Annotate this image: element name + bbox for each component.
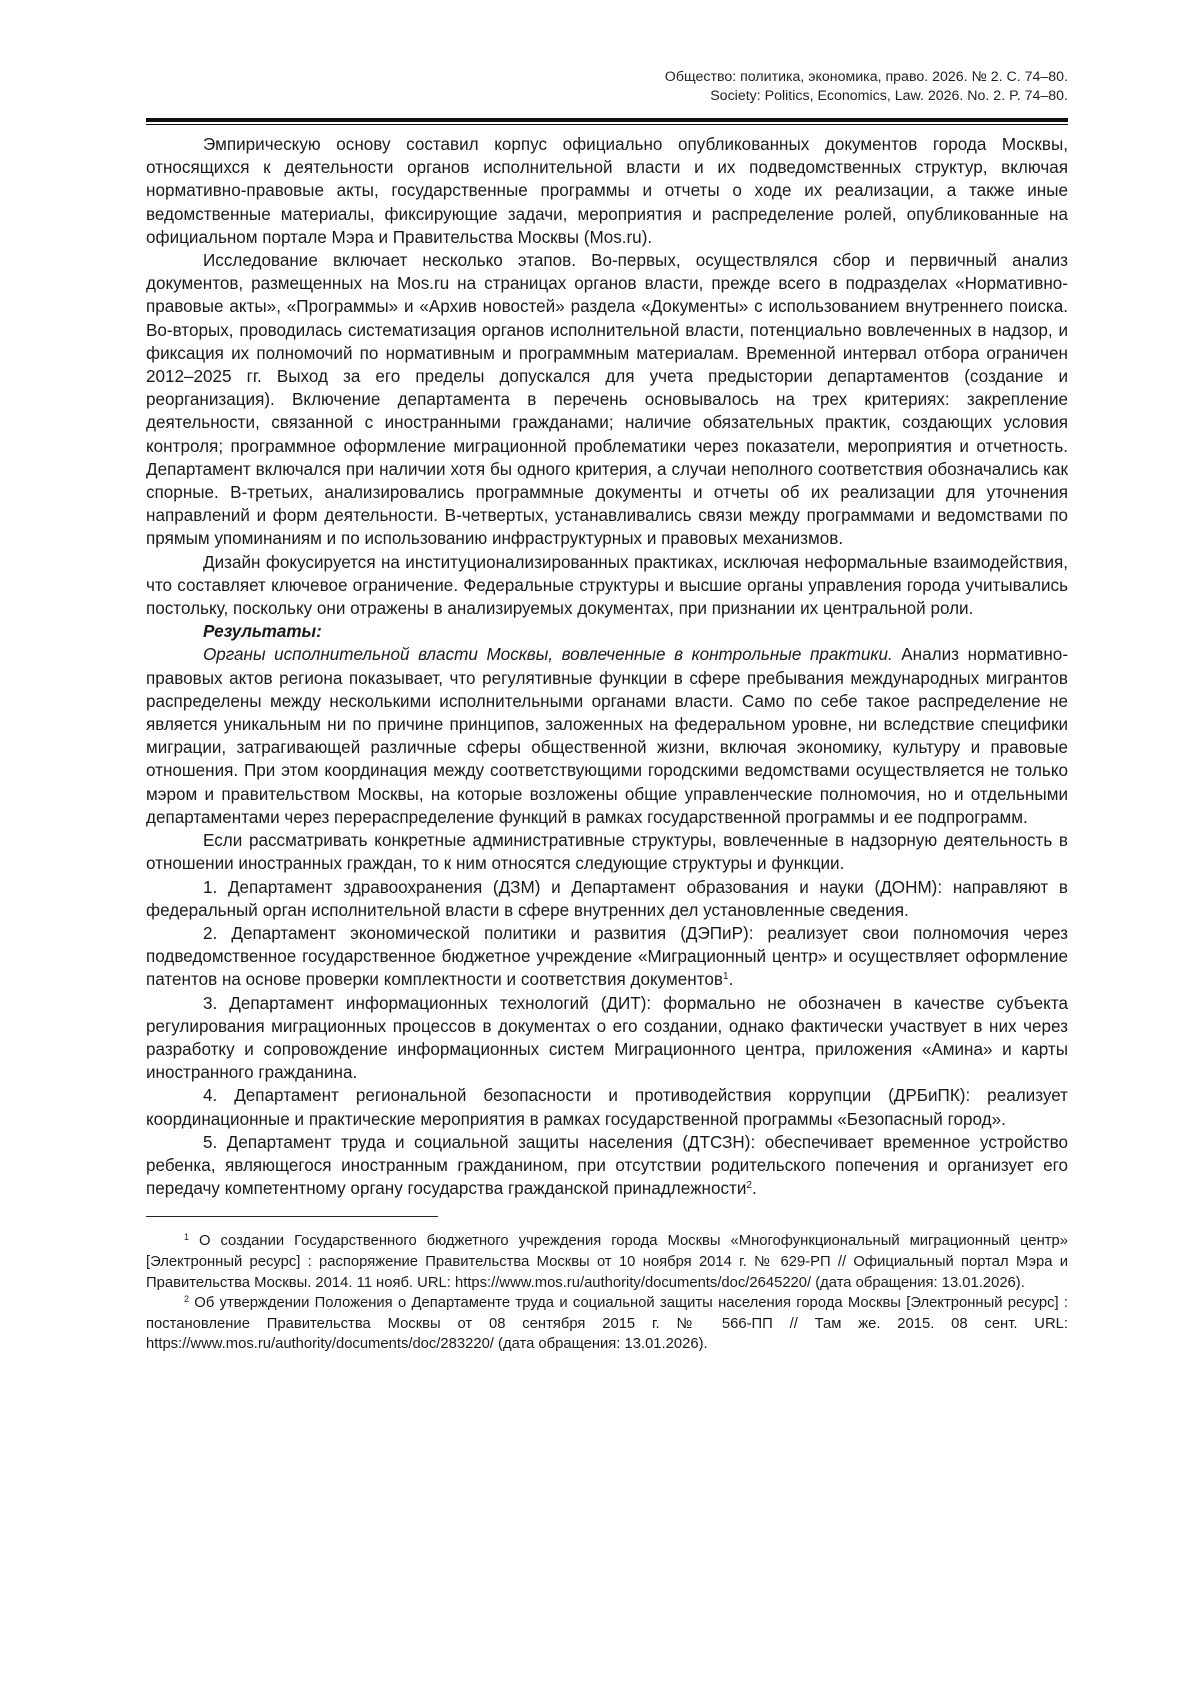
footnotes [146,1231,1068,1355]
footnote-ref-2[interactable]: 2 [746,1180,752,1192]
list-item-economic-policy-end: . [728,970,734,990]
header-double-rule [146,118,1068,125]
paragraph-structures-intro: Если рассматривать конкретные административные структуры, вовлеченные в надзорную деятельность в отношении иностранных граждан, то к ним относятся следующие структуры и функции. [146,831,1068,874]
subsection-title-executive-bodies: Органы исполнительной власти Москвы, вовлеченные в контрольные практики. [203,645,893,665]
footnote-2 [146,1293,1068,1355]
paragraph-design-limits: Дизайн фокусируется на институционализированных практиках, исключая неформальные взаимодействия, что составляет ключевое ограничение. Федеральные структуры и высшие органы управления города учитывались постольку, поскольку они отражены в анализируемых документах, при признании их центральной роли. [146,552,1068,619]
section-heading-results: Результаты: [203,622,322,642]
list-item-health-education: 1. Департамент здравоохранения (ДЗМ) и Департамент образования и науки (ДОНМ): направляют в федеральный орган исполнительной власти в сфере внутренних дел установленные сведения. [146,877,1068,920]
footnote-1-number: 1 [184,1232,190,1243]
article-body [146,133,1068,1200]
footnote-1-text: О создании Государственного бюджетного учреждения города Москвы «Многофункциональный миграционный центр» [Электронный ресурс] : распоряжение Правительства Москвы от 10 ноября 2014 г. № 629-РП // Официальный портал Мэра и Правительства Москвы. 2014. 11 нояб. URL: https://www.mos.ru/authority/documents/doc/2645220/ (дата обращения: 13.01.2026). [146,1233,1068,1291]
list-item-economic-policy [146,922,1068,992]
list-item-labor-social-text: 5. Департамент труда и социальной защиты населения (ДТСЗН): обеспечивает временное устройство ребенка, являющегося иностранным гражданином, при отсутствии родительского попечения и организует его передачу компетентному органу государства гражданской принадлежности [146,1132,1068,1199]
footnote-2-number: 2 [184,1294,190,1305]
list-item-information-technology: 3. Департамент информационных технологий (ДИТ): формально не обозначен в качестве субъекта регулирования миграционных процессов в документах о его создании, однако фактически участвует в них через разработку и сопровождение информационных систем Миграционного центра, приложения «Амина» и карты иностранного гражданина. [146,993,1068,1083]
footnote-separator [146,1216,438,1217]
list-item-labor-social [146,1131,1068,1201]
footnote-ref-1[interactable]: 1 [722,971,729,983]
journal-page [146,68,1068,1355]
list-item-economic-policy-text: 2. Департамент экономической политики и развития (ДЭПиР): реализует свои полномочия через подведомственное государственное бюджетное учреждение «Миграционный центр» и осуществляет оформление патентов на основе проверки комплектности и соответствия документов [146,923,1068,990]
header-citation-en: Society: Politics, Economics, Law. 2026. No. 2. P. 74–80. [710,88,1068,104]
header-citation-ru: Общество: политика, экономика, право. 2026. № 2. С. 74–80. [664,69,1068,85]
paragraph-research-stages: Исследование включает несколько этапов. Во-первых, осуществлялся сбор и первичный анализ документов, размещенных на Mos.ru на страницах органов власти, прежде всего в подразделах «Нормативно-правовые акты», «Программы» и «Архив новостей» раздела «Документы» с использованием внутреннего поиска. Во-вторых, проводилась систематизация органов исполнительной власти, потенциально вовлеченных в надзор, и фиксация их полномочий по нормативным и программным материалам. Временной интервал отбора ограничен 2012–2025 гг. Выход за его пределы допускался для учета предыстории департаментов (создание и реорганизация). Включение департамента в перечень основывалось на трех критериях: закрепление деятельности, связанной с иностранными гражданами; наличие обязательных практик, создающих условия контроля; программное оформление миграционной проблематики через показатели, мероприятия и отчетность. Департамент включался при наличии хотя бы одного критерия, а случаи неполного соответствия обозначались как спорные. В-третьих, анализировались программные документы и отчеты об их реализации для уточнения направлений и форм деятельности. В-четвертых, устанавливались связи между программами и ведомствами по прямым упоминаниям и по использованию инфраструктурных и правовых механизмов. [146,251,1068,549]
footnote-1 [146,1231,1068,1293]
running-header [146,68,1068,106]
paragraph-executive-bodies [146,643,1068,829]
list-item-labor-social-end: . [751,1179,757,1199]
footnote-2-text: Об утверждении Положения о Департаменте труда и социальной защиты населения города Москвы [Электронный ресурс] : постановление Правительства Москвы от 08 сентября 2015 г. № 566-ПП // Там же. 2015. 08 сент. URL: https://www.mos.ru/authority/documents/doc/283220/ (дата обращения: 13.01.2026). [146,1295,1068,1353]
list-item-regional-security: 4. Департамент региональной безопасности и противодействия коррупции (ДРБиПК): реализует координационные и практические мероприятия в рамках государственной программы «Безопасный город». [146,1086,1068,1129]
paragraph-empirical-basis: Эмпирическую основу составил корпус официально опубликованных документов города Москвы, относящихся к деятельности органов исполнительной власти и их подведомственных структур, включая нормативно-правовые акты, государственные программы и отчеты о ходе их реализации, а также иные ведомственные материалы, фиксирующие задачи, мероприятия и распределение ролей, опубликованные на официальном портале Мэра и Правительства Москвы (Mos.ru). [146,135,1068,247]
paragraph-executive-bodies-text: Анализ нормативно-правовых актов региона показывает, что регулятивные функции в сфере пребывания международных мигрантов распределены между несколькими исполнительными органами власти. Само по себе такое распределение не является уникальным ни по причине принципов, заложенных на федеральном уровне, ни вследствие специфики миграции, затрагивающей различные сферы общественной жизни, включая экономику, культуру и правовые отношения. При этом координация между соответствующими городскими ведомствами осуществляется не только мэром и правительством Москвы, на которые возложены общие управленческие полномочия, но и отдельными департаментами через перераспределение функций в рамках государственной программы и ее подпрограмм. [146,645,1069,827]
